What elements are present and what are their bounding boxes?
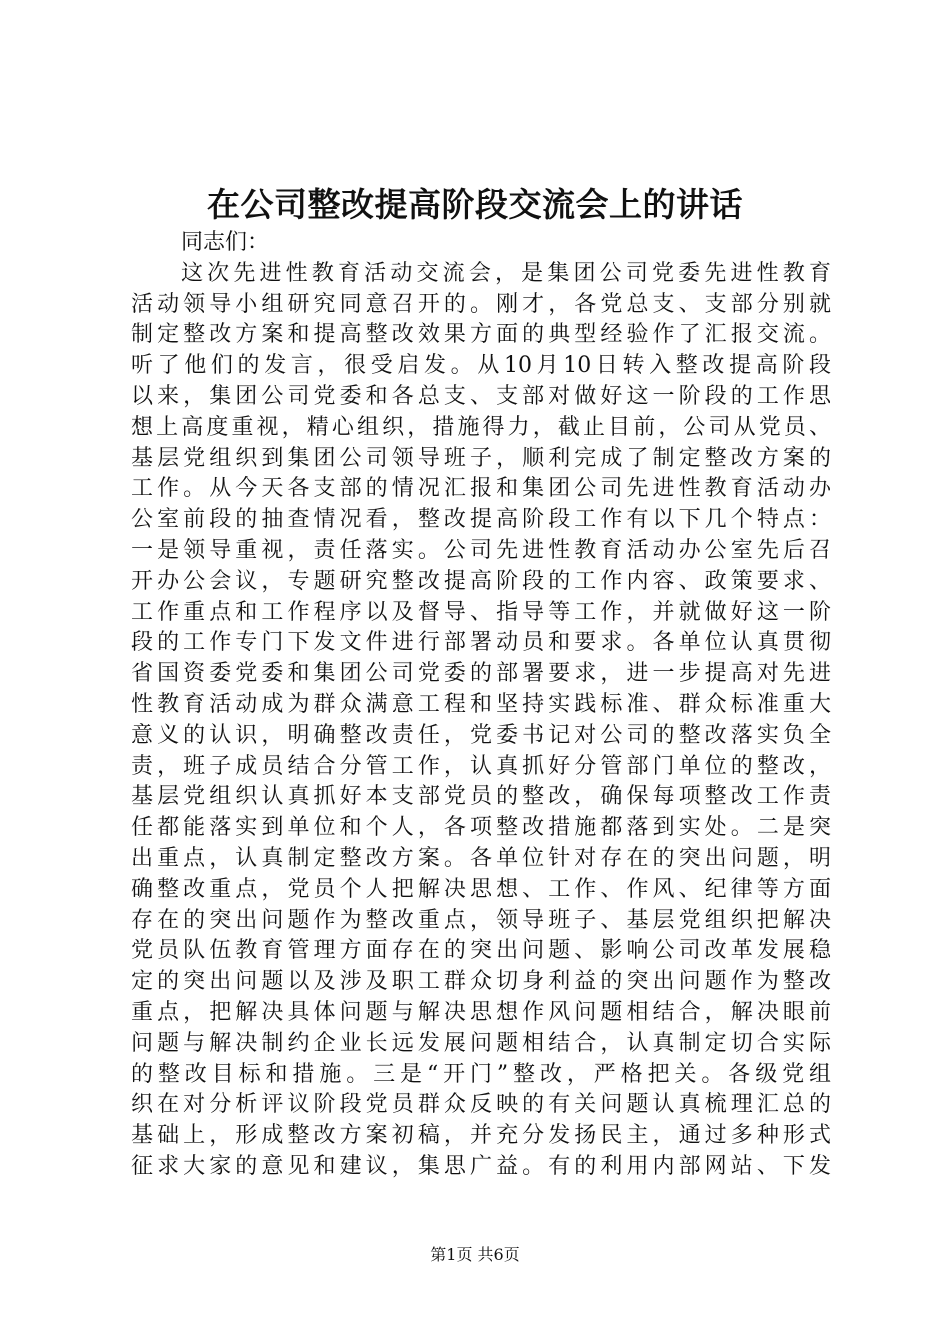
- paragraph-line: 制定整改方案和提高整改效果方面的典型经验作了汇报交流。: [131, 322, 831, 348]
- paragraph-line: 意义的认识，明确整改责任，党委书记对公司的整改落实负全: [131, 722, 831, 748]
- paragraph-line: 以来，集团公司党委和各总支、支部对做好这一阶段的工作思: [131, 383, 831, 409]
- paragraph-line: 征求大家的意见和建议，集思广益。有的利用内部网站、下发: [131, 1153, 831, 1179]
- paragraph-line: 想上高度重视，精心组织，措施得力，截止目前，公司从党员、: [131, 414, 831, 440]
- paragraph-line: 开办公会议，专题研究整改提高阶段的工作内容、政策要求、: [131, 568, 831, 594]
- paragraph-line: 定的突出问题以及涉及职工群众切身利益的突出问题作为整改: [131, 969, 831, 995]
- paragraph-line: 重点，把解决具体问题与解决思想作风问题相结合，解决眼前: [131, 999, 831, 1025]
- paragraph-line: 工作重点和工作程序以及督导、指导等工作，并就做好这一阶: [131, 599, 831, 625]
- paragraph-line: 听了他们的发言，很受启发。从10月10日转入整改提高阶段: [131, 353, 831, 379]
- paragraph-line: 党员队伍教育管理方面存在的突出问题、影响公司改革发展稳: [131, 938, 831, 964]
- page-footer: 第1页 共6页: [430, 1245, 520, 1264]
- paragraph-line: 基层党组织到集团公司领导班子，顺利完成了制定整改方案的: [131, 445, 831, 471]
- paragraph-line: 确整改重点，党员个人把解决思想、工作、作风、纪律等方面: [131, 876, 831, 902]
- paragraph-line: 这次先进性教育活动交流会，是集团公司党委先进性教育: [181, 260, 831, 286]
- paragraph-line: 性教育活动成为群众满意工程和坚持实践标准、群众标准重大: [131, 691, 831, 717]
- paragraph-line: 工作。从今天各支部的情况汇报和集团公司先进性教育活动办: [131, 476, 831, 502]
- paragraph-line: 存在的突出问题作为整改重点，领导班子、基层党组织把解决: [131, 907, 831, 933]
- document-body: [131, 228, 831, 1183]
- paragraph-line: 织在对分析评议阶段党员群众反映的有关问题认真梳理汇总的: [131, 1092, 831, 1118]
- salutation: 同志们：: [181, 230, 270, 255]
- paragraph-line: 活动领导小组研究同意召开的。刚才，各党总支、支部分别就: [131, 291, 831, 317]
- paragraph-line: 省国资委党委和集团公司党委的部署要求，进一步提高对先进: [131, 661, 831, 687]
- paragraph-line: 出重点，认真制定整改方案。各单位针对存在的突出问题，明: [131, 845, 831, 871]
- paragraph-line: 段的工作专门下发文件进行部署动员和要求。各单位认真贯彻: [131, 630, 831, 656]
- paragraph-line: 问题与解决制约企业长远发展问题相结合，认真制定切合实际: [131, 1030, 831, 1056]
- paragraph-line: 公室前段的抽查情况看，整改提高阶段工作有以下几个特点：: [131, 507, 831, 533]
- paragraph-line: 责，班子成员结合分管工作，认真抓好分管部门单位的整改，: [131, 753, 831, 779]
- document-title: 在公司整改提高阶段交流会上的讲话: [207, 185, 743, 224]
- paragraph-line: 的整改目标和措施。三是“开门”整改，严格把关。各级党组: [131, 1061, 831, 1087]
- paragraph-line: 任都能落实到单位和个人，各项整改措施都落到实处。二是突: [131, 815, 831, 841]
- paragraph-line: 基层党组织认真抓好本支部党员的整改，确保每项整改工作责: [131, 784, 831, 810]
- paragraph-line: 基础上，形成整改方案初稿，并充分发扬民主，通过多种形式: [131, 1123, 831, 1149]
- paragraph-line: 一是领导重视，责任落实。公司先进性教育活动办公室先后召: [131, 537, 831, 563]
